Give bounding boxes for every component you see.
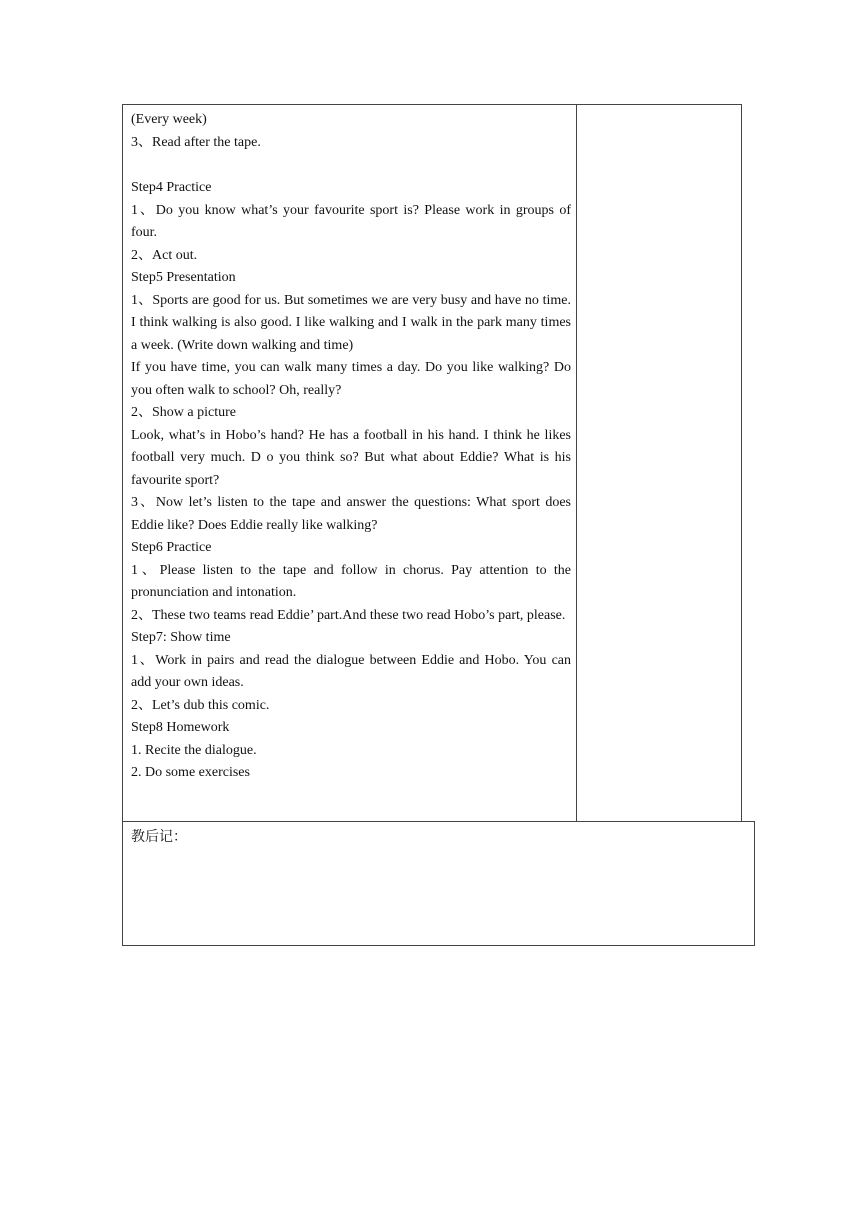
- content-line: 2、Show a picture: [131, 405, 236, 420]
- lesson-content-cell: [131, 109, 571, 785]
- content-line: 1、Do you know what’s your favourite sport is? Please work in groups of four.: [131, 202, 571, 240]
- content-line: 2、Let’s dub this comic.: [131, 697, 270, 713]
- content-line: 1、Please listen to the tape and follow in chorus. Pay attention to the pronunciation and intonation.: [131, 562, 571, 600]
- content-line: If you have time, you can walk many times a day. Do you like walking? Do you often walk to school? Oh, really?: [131, 360, 571, 398]
- content-line: (Every week): [131, 112, 207, 127]
- content-line: 3、Now let’s listen to the tape and answer the questions: What sport does Eddie like? Does Eddie really like walking?: [131, 495, 571, 533]
- teaching-notes-table: [122, 821, 755, 946]
- content-line: Step7: Show time: [131, 630, 231, 645]
- content-line: 1. Recite the dialogue.: [131, 742, 257, 758]
- lesson-plan-table: [122, 104, 742, 822]
- content-line: 2. Do some exercises: [131, 765, 250, 780]
- content-line: Step5 Presentation: [131, 270, 236, 285]
- content-line: 3、Read after the tape.: [131, 134, 261, 150]
- blank-line: [131, 154, 571, 177]
- content-line: Step8 Homework: [131, 720, 230, 735]
- column-divider: [576, 105, 577, 821]
- content-line: 1、Work in pairs and read the dialogue between Eddie and Hobo. You can add your own ideas.: [131, 652, 571, 690]
- content-line: Look, what’s in Hobo’s hand? He has a football in his hand. I think he likes football very much. D o you think so? But what about Eddie? What is his favourite sport?: [131, 427, 571, 488]
- content-line: Step6 Practice: [131, 540, 212, 555]
- content-line: 2、Act out.: [131, 247, 198, 263]
- content-line: 1、Sports are good for us. But sometimes we are very busy and have no time. I think walking is also good. I like walking and I walk in the park many times a week. (Write down walking and time): [131, 292, 571, 353]
- content-line: 2、These two teams read Eddie’ part.And these two read Hobo’s part, please.: [131, 607, 566, 623]
- teaching-notes-label: 教后记：: [131, 829, 187, 845]
- content-line: Step4 Practice: [131, 180, 212, 195]
